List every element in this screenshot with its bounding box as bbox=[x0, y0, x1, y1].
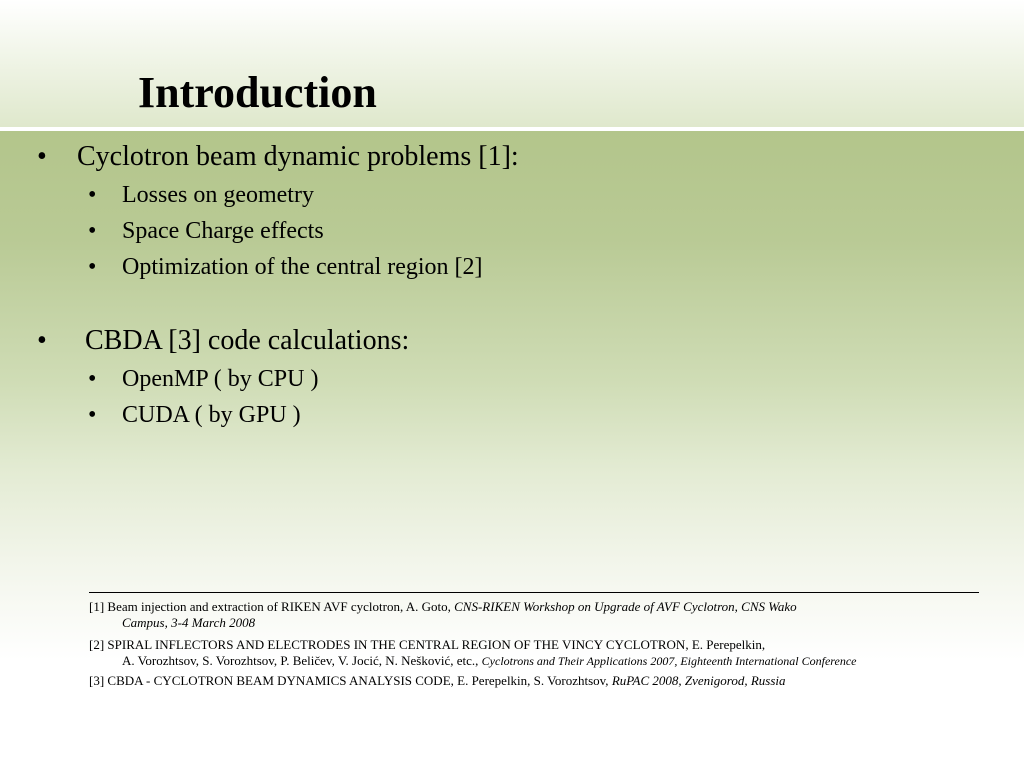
bullet-dot: • bbox=[88, 182, 97, 208]
bullet-text: CBDA [3] code calculations: bbox=[85, 325, 410, 356]
footnote-authors: A. Vorozhtsov, S. Vorozhtsov, P. Beličev, V. Jocić, N. Nešković, etc., bbox=[122, 653, 482, 668]
sub-bullet-item bbox=[88, 216, 324, 246]
sub-bullet-text: Optimization of the central region [2] bbox=[122, 254, 483, 280]
sub-bullet-item bbox=[88, 400, 301, 430]
sub-bullet-text: Losses on geometry bbox=[122, 182, 314, 208]
footnote-text-continued bbox=[89, 653, 984, 669]
footnote-2 bbox=[89, 637, 984, 669]
bullet-text: Cyclotron beam dynamic problems [1]: bbox=[77, 141, 519, 172]
bullet-dot: • bbox=[88, 254, 97, 280]
bullet-dot: • bbox=[88, 366, 97, 392]
sub-bullet-text: OpenMP ( by CPU ) bbox=[122, 366, 319, 392]
bullet-item bbox=[37, 324, 410, 358]
sub-bullet-text: Space Charge effects bbox=[122, 218, 324, 244]
sub-bullet-text: CUDA ( by GPU ) bbox=[122, 402, 301, 428]
bullet-item bbox=[37, 140, 519, 174]
sub-bullet-item bbox=[88, 364, 319, 394]
footnote-text: [2] SPIRAL INFLECTORS AND ELECTRODES IN THE CENTRAL REGION OF THE VINCY CYCLOTRON, E. Perepelkin, bbox=[89, 637, 766, 652]
footnote-text: [1] Beam injection and extraction of RIKEN AVF cyclotron, A. Goto, bbox=[89, 599, 455, 614]
footnote-source: CNS-RIKEN Workshop on Upgrade of AVF Cyclotron, CNS Wako bbox=[454, 599, 797, 614]
slide-title: Introduction bbox=[138, 68, 377, 117]
footnote-source: Cyclotrons and Their Applications 2007, Eighteenth International Conference bbox=[481, 654, 857, 668]
bullet-dot: • bbox=[88, 402, 97, 428]
footnote-divider bbox=[89, 592, 979, 593]
footnote-text: [3] CBDA - CYCLOTRON BEAM DYNAMICS ANALYSIS CODE, E. Perepelkin, S. Vorozhtsov, bbox=[89, 673, 612, 688]
sub-bullet-item bbox=[88, 252, 483, 282]
footnote-source: RuPAC 2008, Zvenigorod, Russia bbox=[611, 673, 786, 688]
footnote-1 bbox=[89, 599, 984, 631]
bullet-dot: • bbox=[37, 325, 47, 356]
bullet-dot: • bbox=[37, 141, 47, 172]
sub-bullet-item bbox=[88, 180, 314, 210]
footnote-source-continued: Campus, 3-4 March 2008 bbox=[122, 615, 256, 630]
footnote-3 bbox=[89, 673, 984, 689]
title-divider bbox=[0, 127, 1024, 131]
bullet-dot: • bbox=[88, 218, 97, 244]
